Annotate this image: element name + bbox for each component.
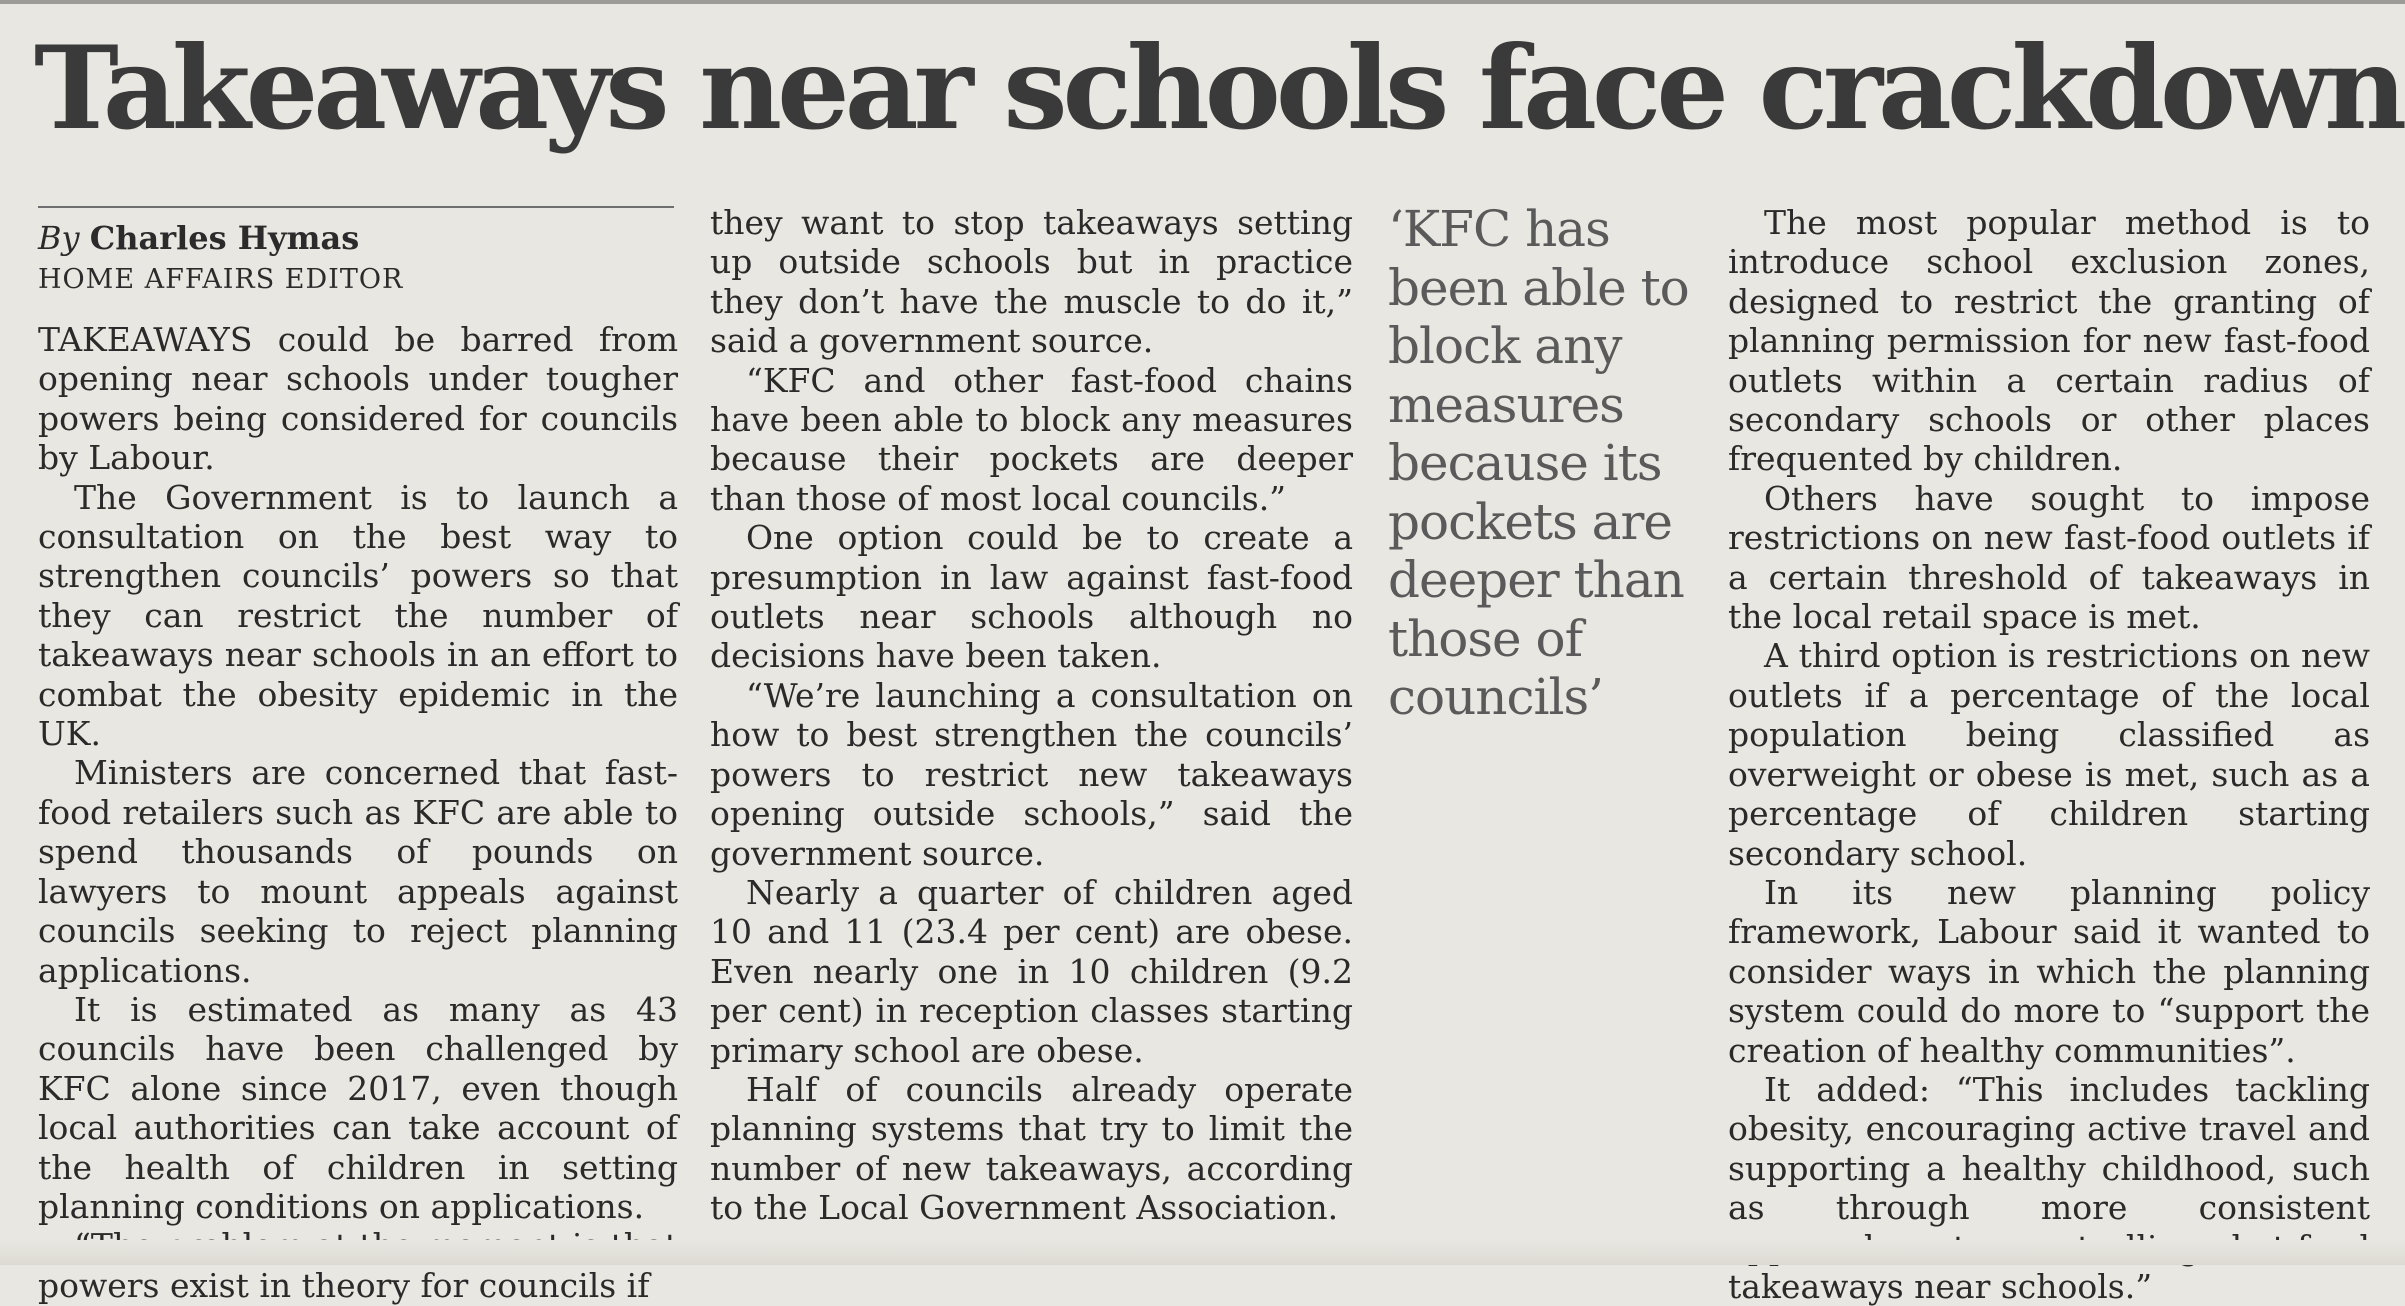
article-paragraph: “We’re launching a consultation on how to best strengthen the councils’ powers to restrict new takeaways opening outside schools,” said the government source. [710, 675, 1353, 873]
byline-prefix: By [38, 219, 80, 257]
article-paragraph: “KFC and other fast-food chains have been able to block any measures because their pockets are deeper than those of most local councils.” [710, 360, 1353, 518]
article-paragraph: In its new planning policy framework, Labour said it wanted to consider ways in which the planning system could do more to “support the creation of healthy communities”. [1728, 872, 2370, 1070]
headline: Takeaways near schools face crackdown [34, 21, 2403, 155]
article-paragraph: powers exist in theory for councils if [38, 1265, 650, 1305]
author-role: HOME AFFAIRS EDITOR [38, 264, 404, 295]
article-paragraph: they want to stop takeaways setting up outside schools but in practice they don’t have the muscle to do it,” said a government source. [710, 203, 1353, 361]
article-paragraph: The most popular method is to introduce school exclusion zones, designed to restrict the granting of planning permission for new fast-food outlets within a certain radius of secondary schools or other places frequented by children. [1728, 203, 2370, 479]
article-paragraph: Others have sought to impose restrictions on new fast-food outlets if a certain threshold of takeaways in the local retail space is met. [1728, 478, 2370, 637]
top-rule [0, 0, 2405, 4]
article-column-1 [38, 320, 678, 1305]
article-paragraph: A third option is restrictions on new outlets if a percentage of the local population being classified as overweight or obese is met, such as a percentage of children starting secondary school. [1728, 636, 2370, 873]
article-column-3 [1728, 203, 2370, 1306]
author-name: Charles Hymas [89, 219, 360, 257]
article-paragraph: It added: “This includes tackling obesity, encouraging active travel and supporting a healthy childhood, such as through more consistent takeaways near schools.” [1728, 1069, 2370, 1306]
article-paragraph: It is estimated as many as 43 councils have been challenged by KFC alone since 2017, even though local authorities can take account of the health of children in setting planning conditions on applications. [38, 989, 678, 1226]
article-paragraph: The Government is to launch a consultation on the best way to strengthen councils’ powers so that they can restrict the number of takeaways near schools in an effort to combat the obesity epidemic in the UK. [38, 477, 678, 754]
article-column-2 [710, 203, 1353, 1228]
article-paragraph: One option could be to create a presumption in law against fast-food outlets near schools although no decisions have been taken. [710, 518, 1353, 676]
article-paragraph: Half of councils already operate planning systems that try to limit the number of new takeaways, according to the Local Government Association. [710, 1069, 1353, 1228]
byline [38, 218, 678, 258]
byline-rule [38, 206, 674, 208]
page-bottom-edge [0, 1240, 2405, 1265]
article-paragraph: TAKEAWAYS could be barred from opening near schools under tougher powers being considered for councils by Labour. [38, 320, 678, 478]
pull-quote: ‘KFC has been able to block any measures because its pockets are deeper than those of councils’ [1388, 200, 1689, 726]
article-paragraph: Nearly a quarter of children aged 10 and 11 (23.4 per cent) are obese. Even nearly one in 10 children (9.2 per cent) in reception classes starting primary school are obese. [710, 872, 1353, 1070]
article-paragraph: Ministers are concerned that fast-food retailers such as KFC are able to spend thousands of pounds on lawyers to mount appeals against councils seeking to reject planning applications. [38, 753, 678, 990]
